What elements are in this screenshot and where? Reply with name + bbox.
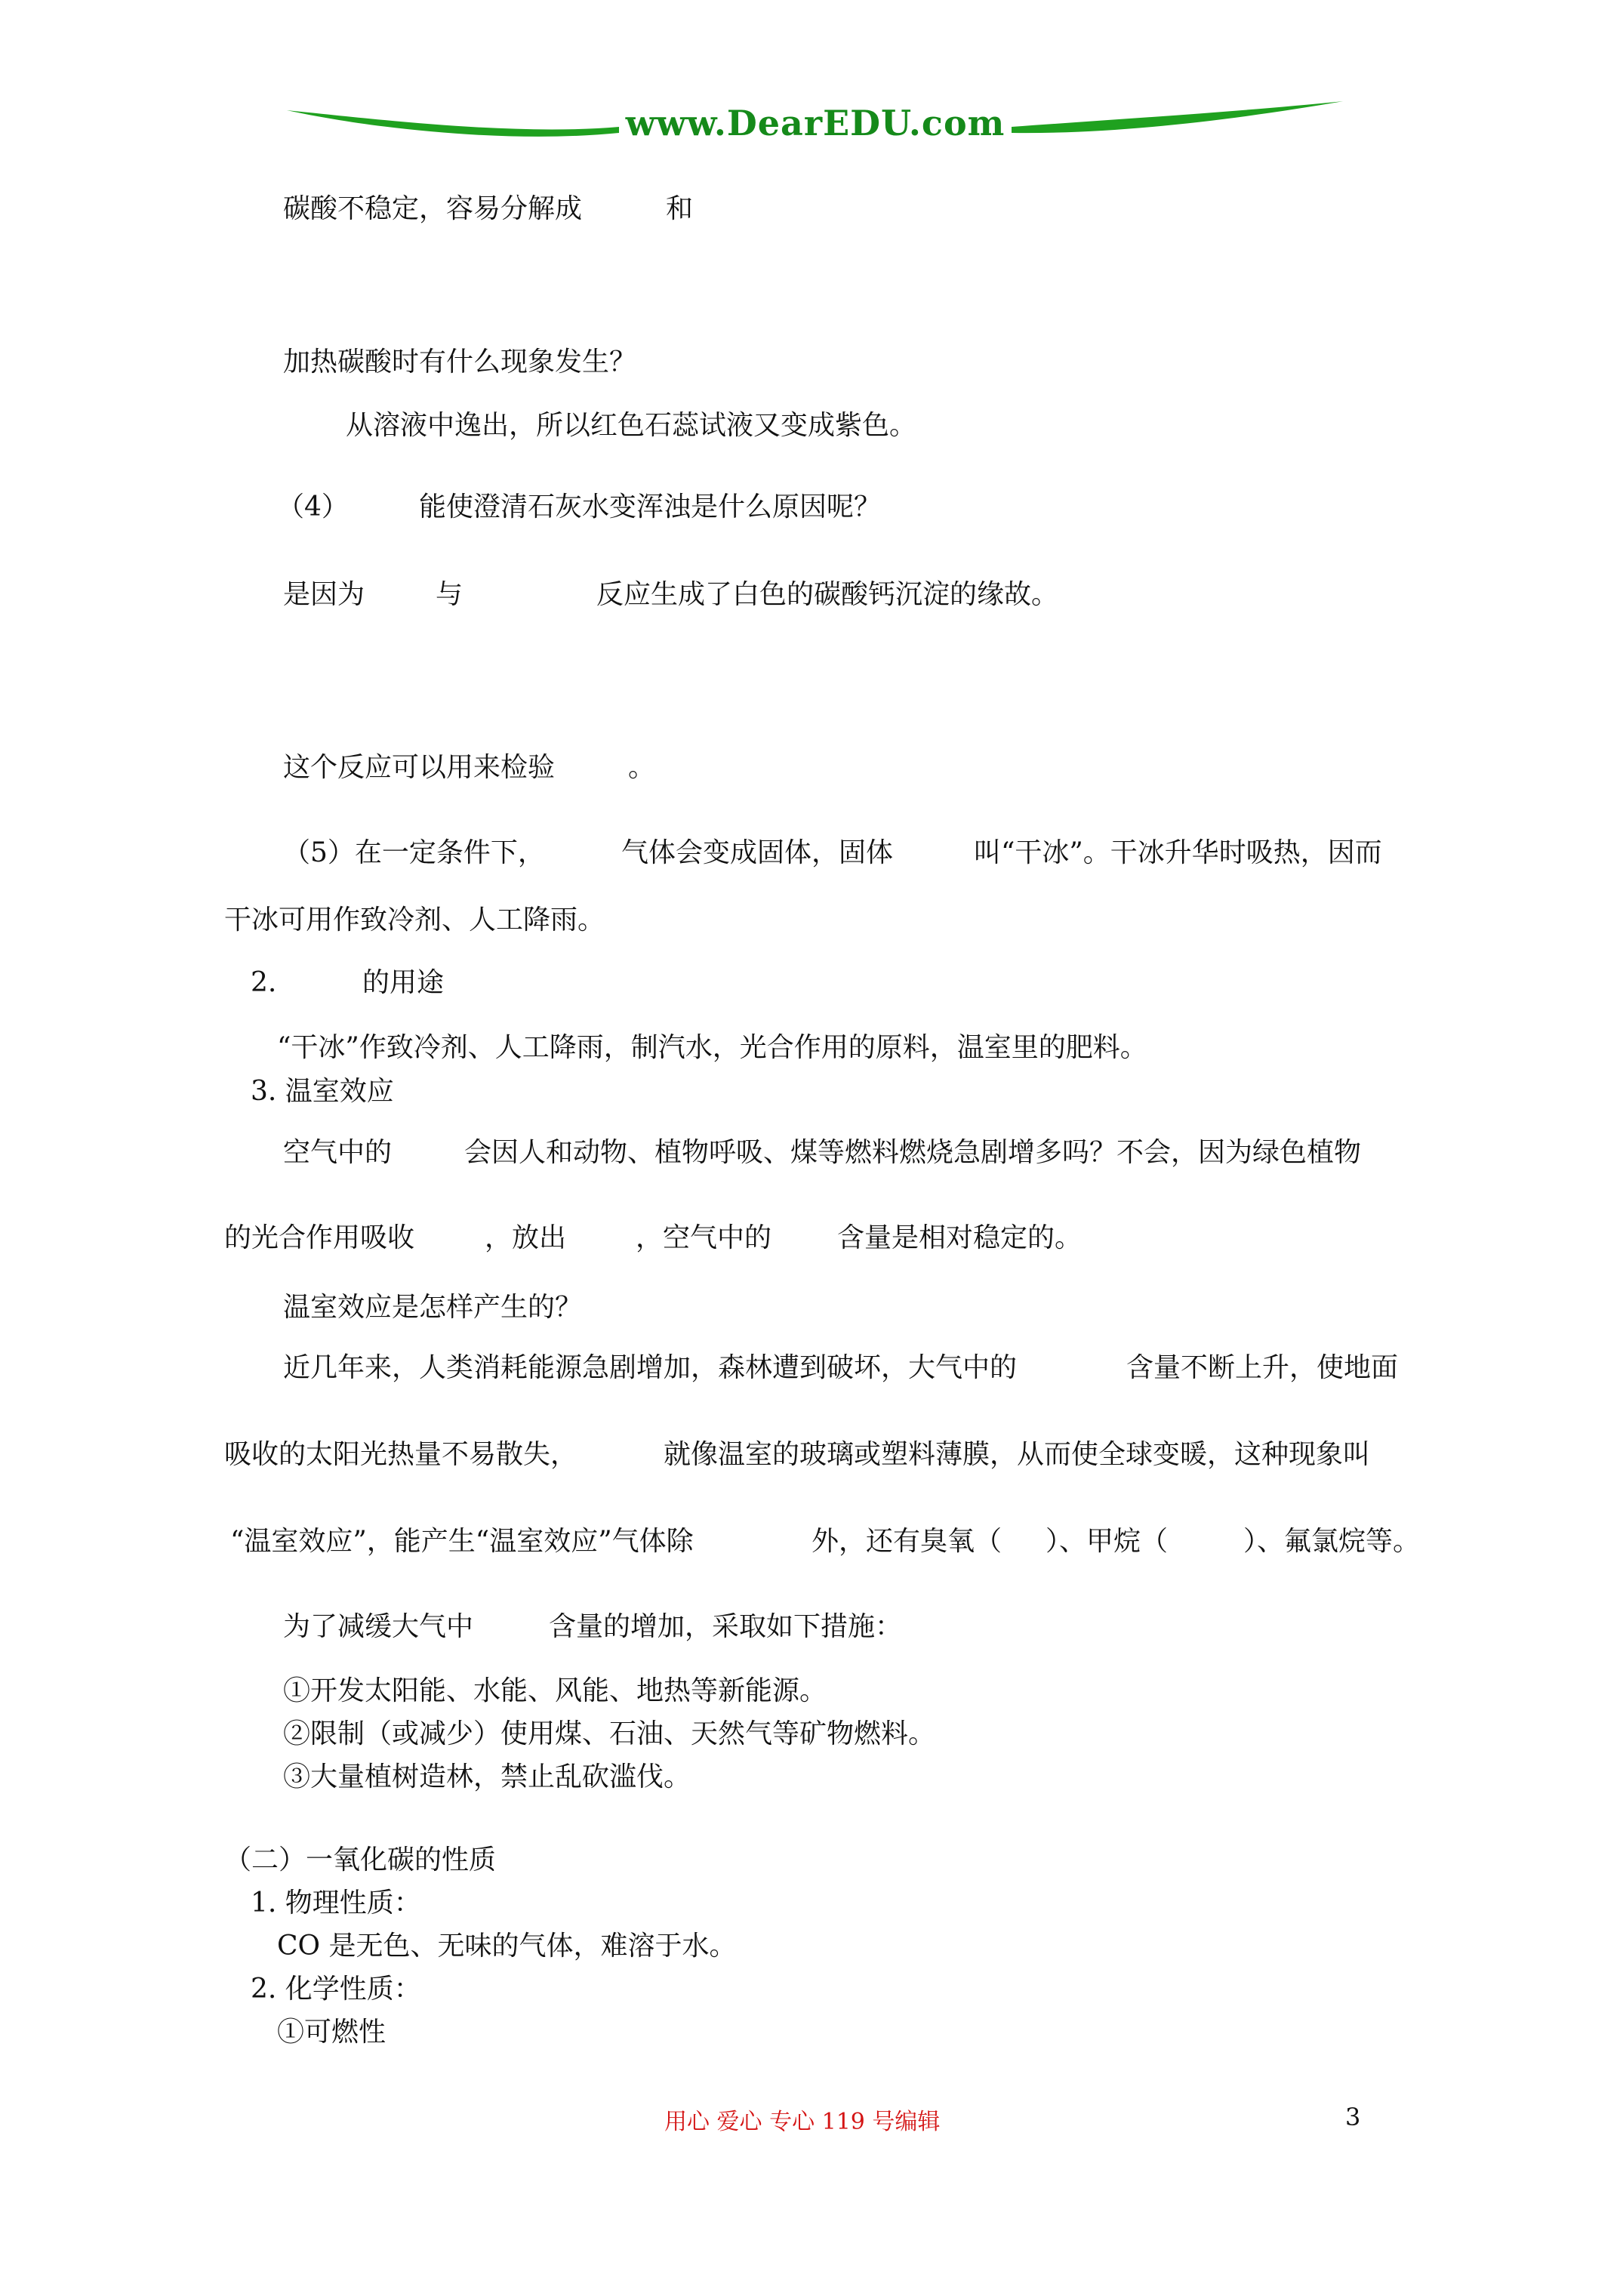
- page-number: 3: [1345, 2103, 1361, 2131]
- footer-editor-note: 用心 爱心 专心 119 号编辑: [664, 2109, 941, 2135]
- site-logo[interactable]: www.DearEDU.com: [625, 103, 1006, 143]
- page-header: [287, 97, 1344, 157]
- document-page: www.DearEDU.com 碳酸不稳定，容易分解成 和 加热碳酸时有什么现象发生？ 从溶液中逸出，所以红色石蕊试液又变成紫色。 （4） 能使澄清石灰水变浑浊是什么原因呢？ 是因为 与 反应生成了白色的碳酸钙沉淀的缘故。 这个反应可以用来检验 。 （5）在一定条件下， 气体会变成固体，固体 叫“干冰”。干冰升华时吸热，因而 干冰可用作致冷剂、人工降雨。 2. 的用途 “干冰”作致冷剂、人工降雨，制汽水，光合作用的原料，温室里的肥料。 3. 温室效应 空气中的 会因人和动物、植物呼吸、煤等燃料燃烧急剧增多吗？不会，因为绿色植物 的光合作用吸收 ，放出 ，空气中的 含量是相对稳定的。 温室效应是怎样产生的？ 近几年来，人类消耗能源急剧增加，森林遭到破坏，大气中的 含量不断上升，使地面 吸收的太阳光热量不易散失， 就像温室的玻璃或塑料薄膜，从而使全球变暖，这种现象叫 “温室效应”，能产生“温室效应”气体除 外，还有臭氧（ ）、甲烷（ ）、氟氯烷等。 为了减缓大气中 含量的增加，采取如下措施： ①开发太阳能、水能、风能、地热等新能源。 ②限制（或减少）使用煤、石油、天然气等矿物燃料。 ③大量植树造林，禁止乱砍滥伐。 （二）一氧化碳的性质 1. 物理性质： CO 是无色、无味的气体，难溶于水。 2. 化学性质： ①可燃性 用心 爱心 专心 119 号编辑 3: [0, 0, 1623, 2296]
